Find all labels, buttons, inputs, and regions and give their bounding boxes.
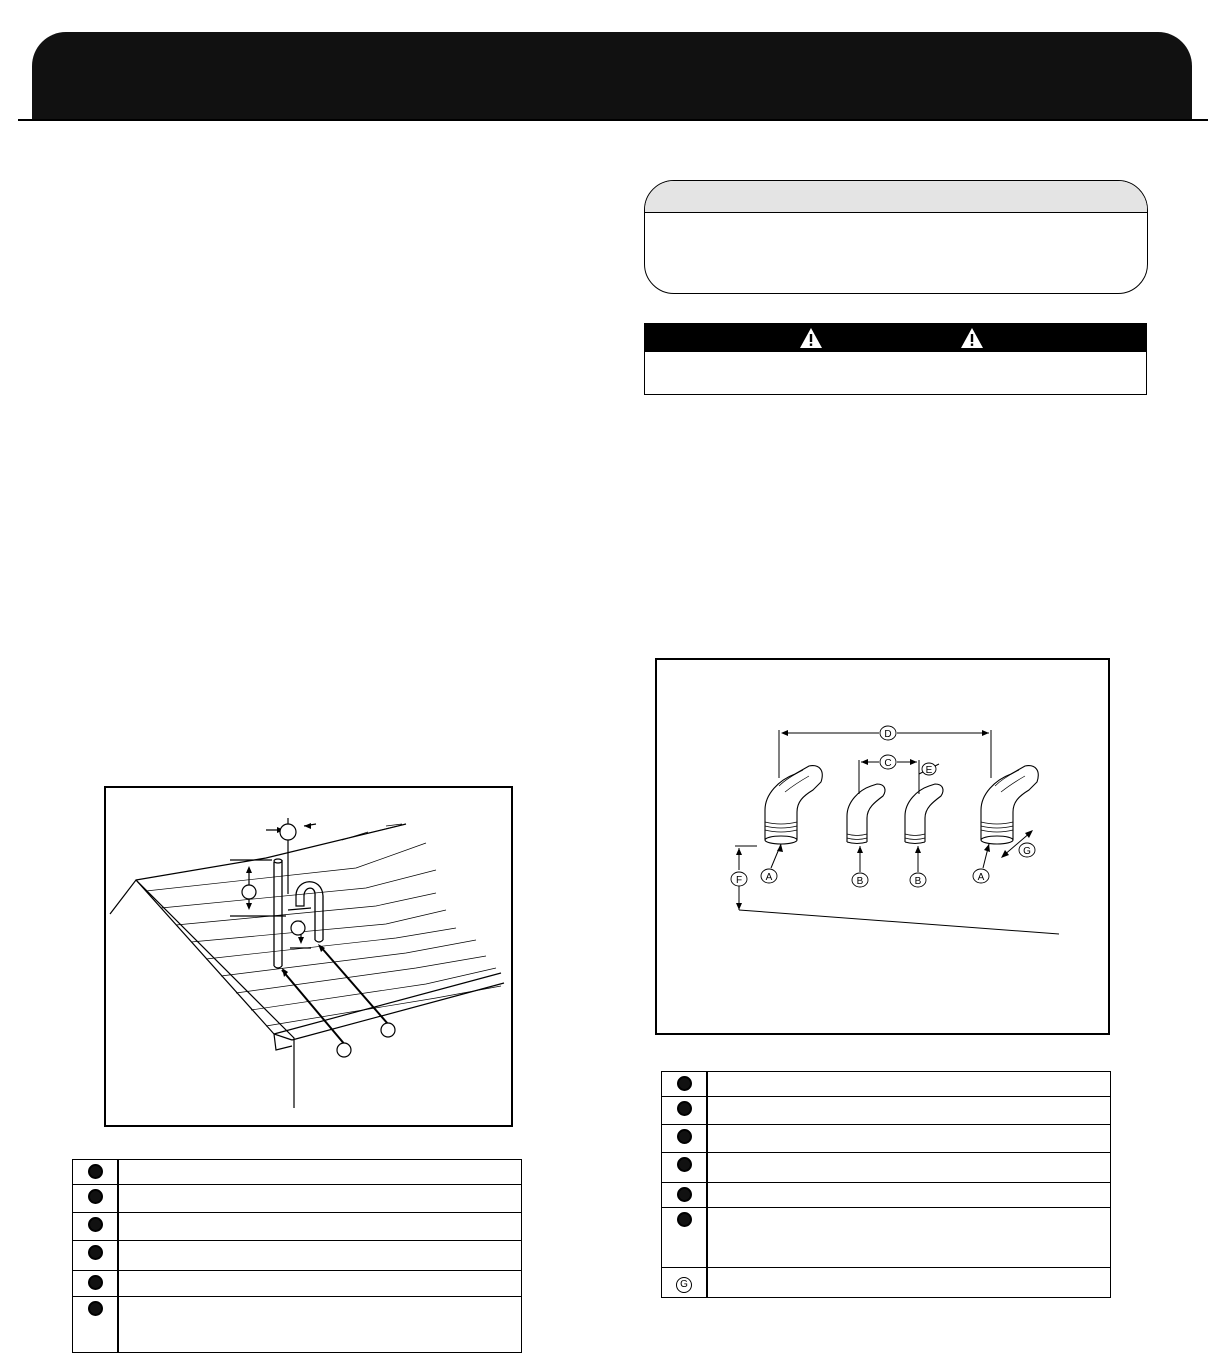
- warning-box: [644, 323, 1147, 395]
- legend-row: [73, 1297, 522, 1353]
- dimension-letter: G: [1023, 846, 1031, 857]
- key-marker: [88, 1189, 103, 1204]
- key-marker: [677, 1101, 692, 1116]
- key-marker: [88, 1217, 103, 1232]
- legend-key: [73, 1160, 119, 1185]
- elbow-spacing-diagram: [657, 660, 1108, 1033]
- key-marker: [677, 1129, 692, 1144]
- legend-row: [662, 1183, 1111, 1208]
- callout-marker: [280, 824, 296, 840]
- dimension-letter: B: [914, 876, 922, 887]
- callout-marker: [337, 1043, 351, 1057]
- warning-icon: [799, 327, 823, 349]
- legend-key: [662, 1183, 708, 1208]
- legend-value: [707, 1268, 1111, 1298]
- key-marker: [677, 1187, 692, 1202]
- legend-value: [118, 1213, 522, 1241]
- legend-key: [662, 1125, 708, 1153]
- legend-row: [662, 1097, 1111, 1125]
- elbow-spacing-figure: [655, 658, 1110, 1035]
- key-marker: [88, 1245, 103, 1260]
- legend-key: [73, 1241, 119, 1271]
- legend-row: [73, 1213, 522, 1241]
- legend-value: [118, 1185, 522, 1213]
- key-marker: [677, 1076, 692, 1091]
- key-letter: G: [676, 1277, 692, 1293]
- roof-vent-figure: [104, 786, 513, 1127]
- legend-value: [118, 1160, 522, 1185]
- roof-vent-diagram: [106, 788, 511, 1125]
- key-marker: [88, 1301, 103, 1316]
- left-legend-table: [72, 1159, 522, 1353]
- key-marker: [677, 1212, 692, 1227]
- callout-marker: [242, 885, 256, 899]
- legend-key: [73, 1185, 119, 1213]
- legend-row: [73, 1271, 522, 1297]
- dimension-letter: E: [925, 765, 933, 776]
- legend-key: [662, 1268, 708, 1298]
- header-rule: [18, 119, 1208, 121]
- dimension-letter: D: [884, 729, 892, 740]
- legend-value: [118, 1297, 522, 1353]
- note-box: [644, 180, 1148, 294]
- page-header-bar: [32, 32, 1192, 120]
- key-marker: [88, 1164, 103, 1179]
- legend-key: [662, 1072, 708, 1097]
- legend-key: [73, 1271, 119, 1297]
- note-box-header: [645, 181, 1147, 213]
- legend-value: [118, 1241, 522, 1271]
- warning-header: [645, 324, 1146, 352]
- dimension-letter: A: [977, 872, 985, 883]
- legend-value: [707, 1097, 1111, 1125]
- callout-marker: [381, 1023, 395, 1037]
- legend-row: [662, 1153, 1111, 1183]
- legend-row: [662, 1072, 1111, 1097]
- legend-row: [662, 1208, 1111, 1268]
- dimension-letter: F: [735, 875, 743, 886]
- legend-key: [662, 1208, 708, 1268]
- legend-value: [707, 1072, 1111, 1097]
- legend-value: [707, 1208, 1111, 1268]
- legend-key: [73, 1297, 119, 1353]
- warning-icon: [960, 327, 984, 349]
- legend-key: [73, 1213, 119, 1241]
- dimension-letter: C: [884, 758, 892, 769]
- legend-value: [707, 1153, 1111, 1183]
- dimension-letter: B: [856, 876, 864, 887]
- legend-key: [662, 1153, 708, 1183]
- legend-row: [73, 1160, 522, 1185]
- right-legend-table: [661, 1071, 1111, 1298]
- legend-row: [662, 1125, 1111, 1153]
- key-marker: [88, 1275, 103, 1290]
- dimension-letter: A: [765, 872, 773, 883]
- legend-row: [662, 1268, 1111, 1298]
- legend-row: [73, 1241, 522, 1271]
- legend-value: [118, 1271, 522, 1297]
- legend-key: [662, 1097, 708, 1125]
- legend-value: [707, 1125, 1111, 1153]
- key-marker: [677, 1157, 692, 1172]
- legend-value: [707, 1183, 1111, 1208]
- legend-row: [73, 1185, 522, 1213]
- callout-marker: [291, 921, 305, 935]
